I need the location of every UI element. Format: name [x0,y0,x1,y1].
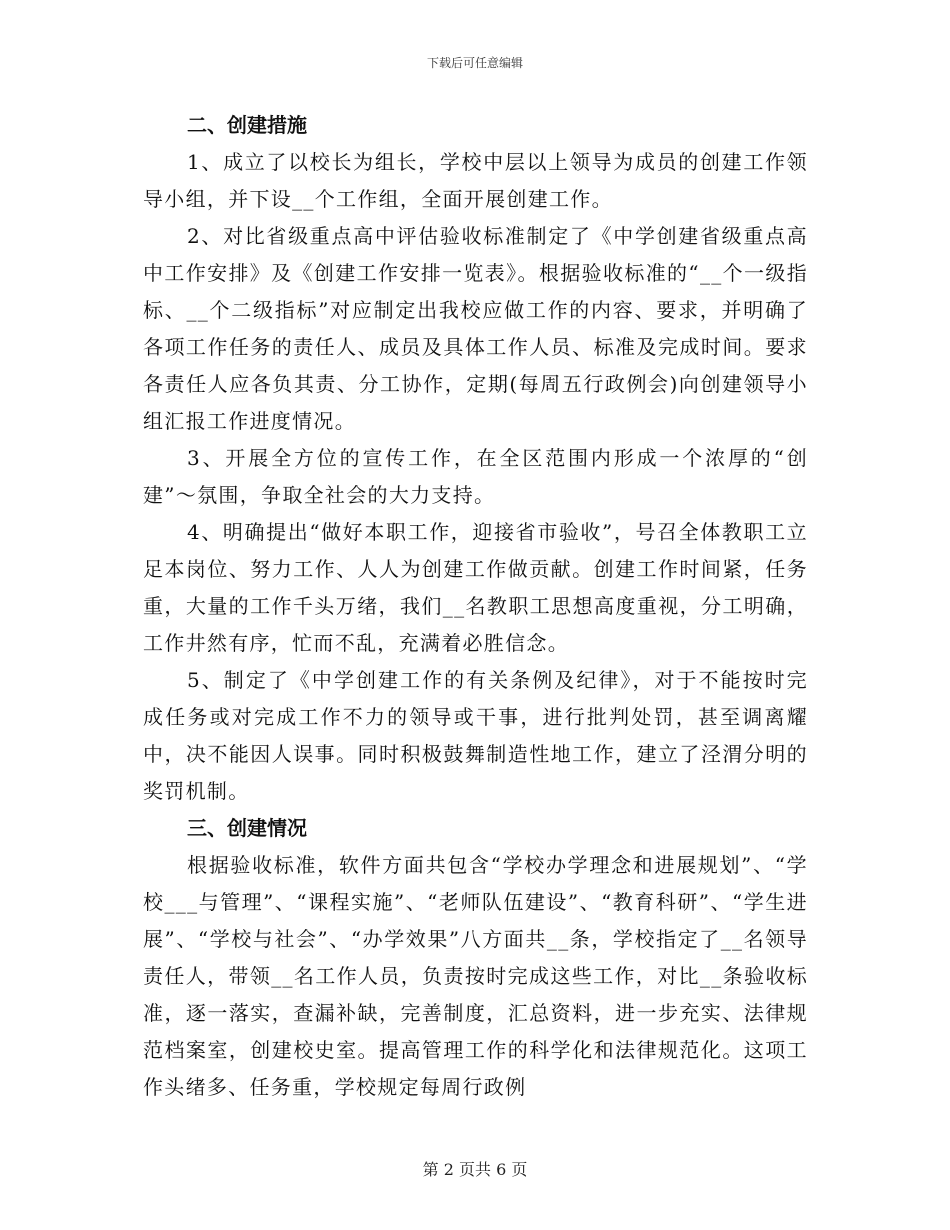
paragraph: 3、开展全方位的宣传工作，在全区范围内形成一个浓厚的“创建”～氛围，争取全社会的大力支持。 [143,446,808,507]
document-body [143,107,808,1106]
paragraph: 1、成立了以校长为组长，学校中层以上领导为成员的创建工作领导小组，并下设__个工作组，全面开展创建工作。 [143,150,808,211]
header-note: 下载后可任意编辑 [426,56,523,70]
paragraph: 根据验收标准，软件方面共包含“学校办学理念和进展规划”、“学校___与管理”、“课程实施”、“老师队伍建设”、“教育科研”、“学生进展”、“学校与社会”、“办学效果”八方面共__条，学校指定了__名领导责任人，带领__名工作人员，负责按时完成这些工作，对比__条验收标准，逐一落实，查漏补缺，完善制度，汇总资料，进一步充实、法律规范档案室，创建校史室。提高管理工作的科学化和法律规范化。这项工作头绪多、任务重，学校规定每周行政例 [143,853,808,1099]
page-number-footer: 第 2 页共 6 页 [422,1160,528,1179]
paragraph: 2、对比省级重点高中评估验收标准制定了《中学创建省级重点高中工作安排》及《创建工作安排一览表》。根据验收标准的“__个一级指标、__个二级指标”对应制定出我校应做工作的内容、要求，并明确了各项工作任务的责任人、成员及具体工作人员、标准及完成时间。要求各责任人应各负其责、分工协作，定期(每周五行政例会)向创建领导小组汇报工作进度情况。 [143,224,808,433]
section-heading: 三、创建情况 [187,816,307,840]
paragraph: 4、明确提出“做好本职工作，迎接省市验收”，号召全体教职工立足本岗位、努力工作、人人为创建工作做贡献。创建工作时间紧，任务重，大量的工作千头万绪，我们__名教职工思想高度重视，分工明确，工作井然有序，忙而不乱，充满着必胜信念。 [143,520,808,655]
section-heading: 二、创建措施 [187,113,307,137]
paragraph: 5、制定了《中学创建工作的有关条例及纪律》，对于不能按时完成任务或对完成工作不力的领导或干事，进行批判处罚，甚至调离耀中，决不能因人误事。同时积极鼓舞制造性地工作，建立了泾渭分明的奖罚机制。 [143,668,808,803]
